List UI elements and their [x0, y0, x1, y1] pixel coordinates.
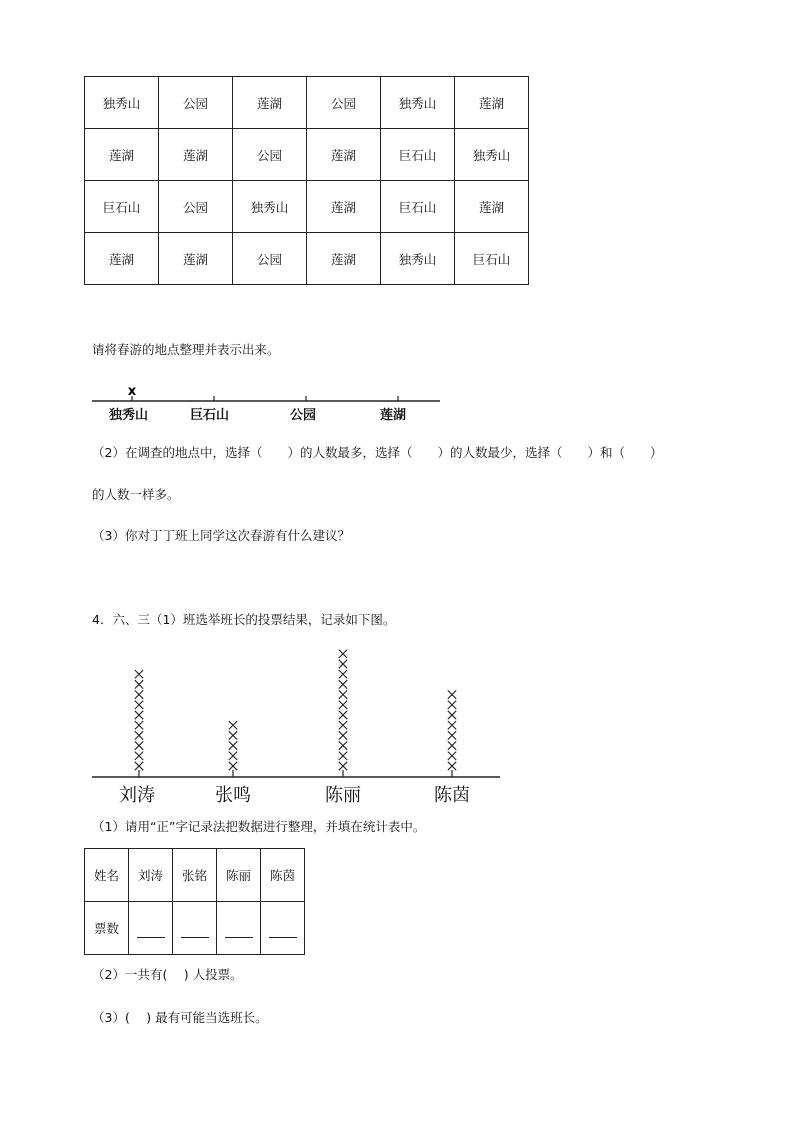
x-mark: x: [127, 384, 137, 399]
table-cell: 莲湖: [307, 233, 381, 285]
table-row: [85, 181, 529, 233]
candidate-label: 陈茵: [434, 785, 470, 806]
vote-x-mark: [135, 731, 143, 739]
table-cell: 公园: [159, 77, 233, 129]
votes-blank[interactable]: [261, 902, 305, 955]
table-cell: 莲湖: [85, 129, 159, 181]
table-cell: 巨石山: [381, 181, 455, 233]
votes-blank[interactable]: [173, 902, 217, 955]
candidate-label: 刘涛: [119, 785, 155, 806]
table-cell: 巨石山: [381, 129, 455, 181]
candidate-name: 陈丽: [217, 849, 261, 902]
table-row: [85, 233, 529, 285]
table-cell: 公园: [159, 181, 233, 233]
vote-x-mark: [448, 711, 456, 719]
vote-x-mark: [339, 741, 347, 749]
vote-x-mark: [339, 721, 347, 729]
table-cell: 莲湖: [159, 129, 233, 181]
vote-x-mark: [135, 670, 143, 678]
table-cell: 莲湖: [455, 181, 529, 233]
vote-x-mark: [135, 711, 143, 719]
vote-x-mark: [135, 762, 143, 770]
vote-x-mark: [339, 690, 347, 698]
vote-x-mark: [339, 660, 347, 668]
vote-x-mark: [229, 762, 237, 770]
table-row: [85, 849, 305, 902]
q3-part3: （3）你对丁丁班上同学这次春游有什么建议？: [92, 528, 350, 543]
vote-x-mark: [339, 752, 347, 760]
vote-x-mark: [339, 670, 347, 678]
table-cell: 巨石山: [85, 181, 159, 233]
table-cell: 莲湖: [307, 181, 381, 233]
table-cell: 独秀山: [381, 77, 455, 129]
vote-x-mark: [339, 762, 347, 770]
q4-part2: （2）一共有( ) 人投票。: [92, 967, 243, 982]
table-cell: 独秀山: [455, 129, 529, 181]
vote-x-mark: [339, 701, 347, 709]
vote-x-mark: [135, 690, 143, 698]
table-cell: 莲湖: [307, 129, 381, 181]
vote-x-mark: [448, 721, 456, 729]
category-label: 公园: [290, 408, 317, 423]
votes-label: 票数: [85, 902, 129, 955]
vote-x-mark: [229, 741, 237, 749]
votes-blank[interactable]: [217, 902, 261, 955]
candidate-name: 陈茵: [261, 849, 305, 902]
candidate-label: 张鸣: [215, 785, 251, 806]
vote-x-mark: [339, 650, 347, 658]
vote-x-mark: [135, 680, 143, 688]
votes-blank[interactable]: [129, 902, 173, 955]
vote-x-mark: [448, 741, 456, 749]
category-label: 巨石山: [190, 408, 230, 423]
vote-x-mark: [339, 680, 347, 688]
q3-part2-line1: （2）在调查的地点中，选择（ ）的人数最多，选择（ ）的人数最少，选择（ ）和（ ）: [92, 445, 663, 460]
table-cell: 独秀山: [85, 77, 159, 129]
candidate-name: 张铭: [173, 849, 217, 902]
vote-x-mark: [229, 731, 237, 739]
vote-x-mark: [135, 721, 143, 729]
table-cell: 公园: [233, 129, 307, 181]
vote-x-mark: [339, 711, 347, 719]
vote-x-mark: [229, 721, 237, 729]
q3-instruction: 请将春游的地点整理并表示出来。: [92, 342, 280, 357]
table-cell: 公园: [307, 77, 381, 129]
vote-x-mark: [448, 752, 456, 760]
table-cell: 莲湖: [233, 77, 307, 129]
vote-x-mark: [135, 752, 143, 760]
table-cell: 独秀山: [233, 181, 307, 233]
table-cell: 莲湖: [159, 233, 233, 285]
vote-x-mark: [448, 762, 456, 770]
table-cell: 莲湖: [85, 233, 159, 285]
destination-table: [84, 76, 529, 285]
candidate-label: 陈丽: [325, 785, 361, 806]
q4-title: 4．六、三（1）班选举班长的投票结果，记录如下图。: [92, 612, 396, 627]
table-row: [85, 129, 529, 181]
candidate-name: 刘涛: [129, 849, 173, 902]
table-cell: 莲湖: [455, 77, 529, 129]
table-row: [85, 77, 529, 129]
vote-x-mark: [229, 752, 237, 760]
category-label: 独秀山: [109, 408, 149, 423]
vote-x-mark: [448, 701, 456, 709]
table-cell: 公园: [233, 233, 307, 285]
vote-x-mark: [448, 731, 456, 739]
vote-table: [84, 848, 305, 955]
q4-part1: （1）请用“正”字记录法把数据进行整理，并填在统计表中。: [92, 819, 426, 834]
vote-x-mark: [135, 741, 143, 749]
name-label: 姓名: [85, 849, 129, 902]
table-cell: 独秀山: [381, 233, 455, 285]
vote-x-mark: [135, 701, 143, 709]
q3-part2-line2: 的人数一样多。: [92, 487, 180, 502]
table-cell: 巨石山: [455, 233, 529, 285]
q4-part3: （3）( ) 最有可能当选班长。: [92, 1010, 268, 1025]
vote-x-mark: [339, 731, 347, 739]
category-label: 莲湖: [380, 408, 407, 423]
vote-x-mark: [448, 690, 456, 698]
vote-dot-plot: [90, 640, 504, 785]
